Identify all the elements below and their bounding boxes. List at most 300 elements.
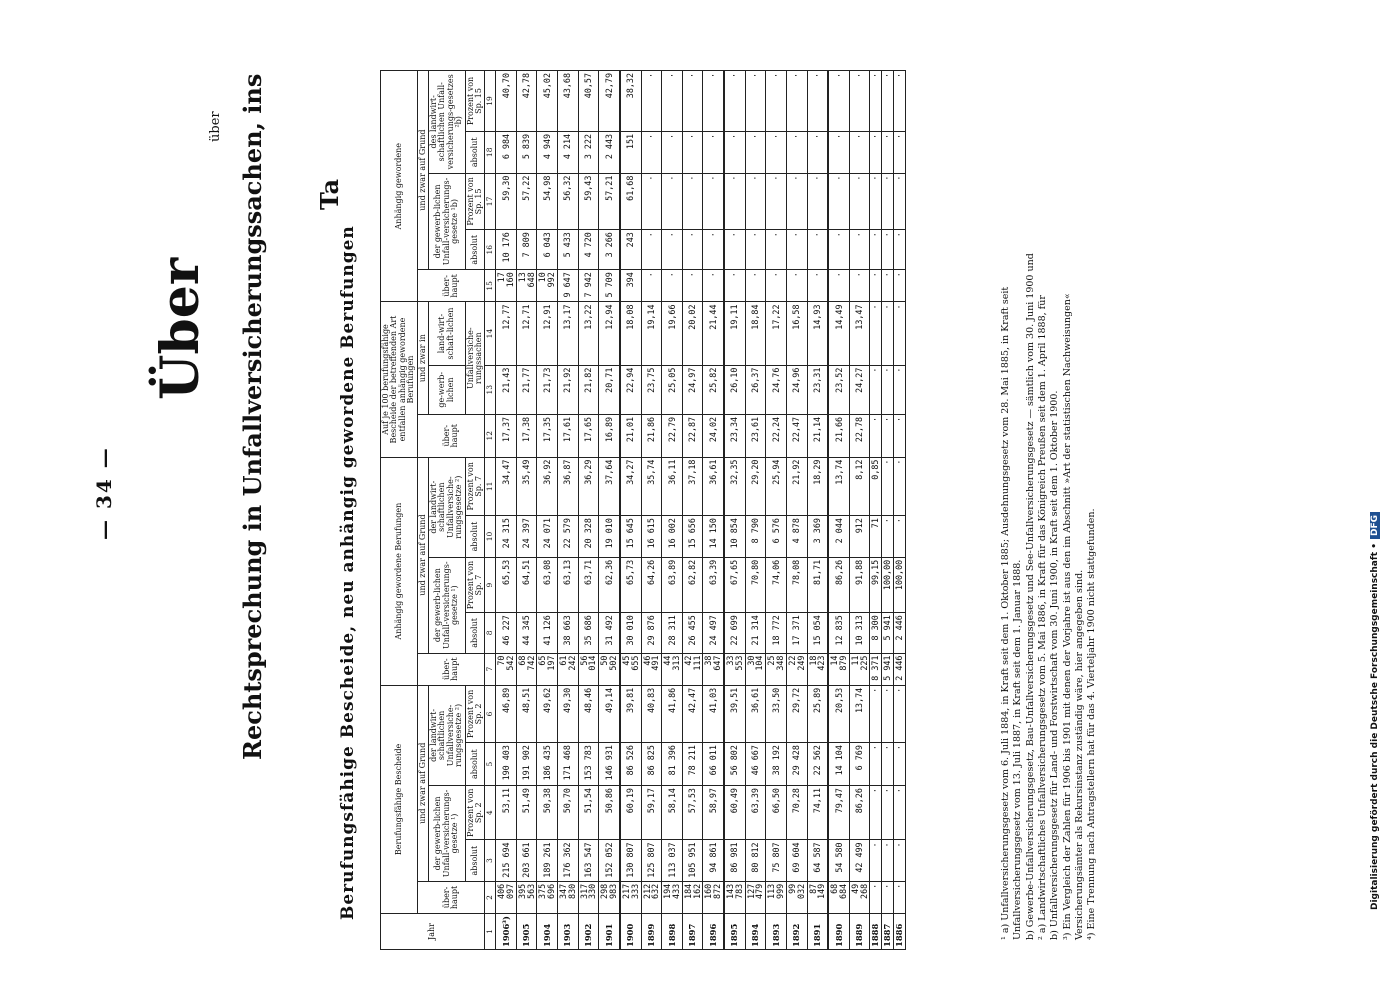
header-ueberhaupt: über-haupt — [417, 653, 485, 685]
table-cell: 191 902 — [516, 743, 537, 786]
column-number: 10 — [485, 516, 496, 558]
table-cell: 68 742 — [516, 653, 537, 685]
table-cell: 46 491 — [641, 653, 662, 685]
table-cell: 17,37 — [496, 414, 517, 457]
table-cell: · — [882, 414, 894, 457]
table-cell: · — [703, 131, 724, 173]
header-landw: der landwirt-schaftlichen Unfallversiche-rungsgesetze ²) — [428, 457, 465, 557]
table-cell: 28 311 — [662, 613, 683, 653]
table-cell: 49,62 — [537, 685, 558, 742]
table-cell: · — [894, 457, 906, 516]
table-cell: 12,77 — [496, 302, 517, 365]
table-cell: 16,89 — [599, 414, 620, 457]
table-cell: 50,38 — [537, 786, 558, 840]
table-cell: · — [662, 71, 683, 132]
table-cell: 23,61 — [745, 414, 766, 457]
column-number: 17 — [485, 173, 496, 230]
table-cell: 71 — [870, 516, 882, 558]
table-cell: 912 — [849, 516, 870, 558]
table-cell: 127 479 — [745, 881, 766, 913]
table-cell: · — [894, 881, 906, 913]
table-row — [662, 71, 683, 950]
header-landw: der landwirt-schaftlichen Unfallversiche-rungsgesetze ²) — [428, 685, 465, 785]
table-cell: 171 468 — [558, 743, 579, 786]
table-cell: 212 632 — [641, 881, 662, 913]
table-cell: 5 941 — [882, 653, 894, 685]
table-cell: 36,87 — [558, 457, 579, 516]
table-cell: · — [662, 173, 683, 230]
table-cell: 26,10 — [724, 365, 745, 414]
column-number: 11 — [485, 457, 496, 516]
table-cell: 66,50 — [766, 786, 787, 840]
table-cell: · — [682, 173, 703, 230]
table-cell: · — [882, 685, 894, 742]
footnote-line: b) Unfallversicherungsgesetz für Land- und Forstwirtschaft vom 30. Juni 1900, in Kraft seit dem 1. Oktober 1900. — [1049, 390, 1061, 940]
table-cell: 48,46 — [578, 685, 599, 742]
table-cell: 10 854 — [724, 516, 745, 558]
table-cell: 41 126 — [537, 613, 558, 653]
table-cell: 99,15 — [870, 557, 882, 612]
table-cell: · — [682, 71, 703, 132]
table-cell: 13 648 — [516, 270, 537, 302]
table-cell: · — [882, 457, 894, 516]
table-cell: 49,30 — [558, 685, 579, 742]
table-cell: 42 499 — [849, 840, 870, 881]
table-cell: · — [682, 270, 703, 302]
header-absolut: absolut — [465, 230, 485, 270]
table-cell: · — [894, 173, 906, 230]
table-cell: 30 104 — [745, 653, 766, 685]
table-cell: · — [703, 71, 724, 132]
table-cell: 13,74 — [828, 457, 849, 516]
table-cell: 70,80 — [745, 557, 766, 612]
table-row — [828, 71, 849, 950]
table-cell: · — [682, 230, 703, 270]
footnotes — [1000, 60, 1099, 940]
table-cell: 63,89 — [662, 557, 683, 612]
table-cell: 61 242 — [558, 653, 579, 685]
table-row — [786, 71, 807, 950]
table-cell: · — [724, 230, 745, 270]
table-cell: 63,08 — [537, 557, 558, 612]
table-cell: · — [745, 270, 766, 302]
table-cell: · — [766, 230, 787, 270]
table-cell: 24 397 — [516, 516, 537, 558]
table-cell: 2 446 — [894, 613, 906, 653]
table-cell: 130 807 — [620, 840, 641, 881]
table-cell: 12 835 — [828, 613, 849, 653]
table-cell: 0,85 — [870, 457, 882, 516]
header-pct7: Prozent von Sp. 7 — [465, 557, 485, 612]
table-cell: 57,22 — [516, 173, 537, 230]
table-cell: 40,70 — [496, 71, 517, 132]
table-cell: 5 709 — [599, 270, 620, 302]
table-cell: 45,02 — [537, 71, 558, 132]
table-cell: 24,02 — [703, 414, 724, 457]
table-cell: · — [724, 270, 745, 302]
table-cell: 14,93 — [807, 302, 828, 365]
table-cell: 25,94 — [766, 457, 787, 516]
header-pct15: Prozent von Sp. 15 — [465, 173, 485, 230]
table-cell: 8 371 — [870, 653, 882, 685]
table-cell: 6 984 — [496, 131, 517, 173]
table-cell: 63,39 — [703, 557, 724, 612]
header-year: Jahr — [381, 914, 485, 950]
table-cell: 31 492 — [599, 613, 620, 653]
header-ueberhaupt: über-haupt — [417, 270, 485, 302]
table-cell: 23,75 — [641, 365, 662, 414]
table-cell: · — [828, 71, 849, 132]
table-cell: 57,53 — [682, 786, 703, 840]
table-cell: 6 043 — [537, 230, 558, 270]
header-absolut: absolut — [465, 840, 485, 881]
table-cell: · — [828, 270, 849, 302]
table-cell: 60,19 — [620, 786, 641, 840]
table-cell: 22,24 — [766, 414, 787, 457]
table-cell: 50,86 — [599, 786, 620, 840]
column-number: 8 — [485, 613, 496, 653]
table-cell: 2 044 — [828, 516, 849, 558]
main-title: Über — [150, 257, 211, 400]
table-cell: 14 150 — [703, 516, 724, 558]
table-cell: 20,53 — [828, 685, 849, 742]
table-cell: · — [894, 516, 906, 558]
header-pct2: Prozent von Sp. 2 — [465, 786, 485, 840]
table-cell: 10 313 — [849, 613, 870, 653]
table-cell: · — [870, 743, 882, 786]
table-cell: 23,31 — [807, 365, 828, 414]
table-cell: 10 992 — [537, 270, 558, 302]
table-cell: 100,00 — [882, 557, 894, 612]
header-undzwarin: und zwar in — [417, 302, 428, 414]
table-cell: 46 227 — [496, 613, 517, 653]
table-cell: 86,26 — [849, 786, 870, 840]
column-number: 16 — [485, 230, 496, 270]
table-cell: 23,34 — [724, 414, 745, 457]
table-cell: 375 696 — [537, 881, 558, 913]
table-cell: 59,30 — [496, 173, 517, 230]
table-cell: 100,00 — [894, 557, 906, 612]
table-cell: 4 720 — [578, 230, 599, 270]
table-cell: 87 149 — [807, 881, 828, 913]
table-cell: 20,02 — [682, 302, 703, 365]
table-cell: 18 423 — [807, 653, 828, 685]
table-cell: 40,83 — [641, 685, 662, 742]
table-cell: 17,35 — [537, 414, 558, 457]
table-cell: 38 663 — [558, 613, 579, 653]
table-row — [766, 71, 787, 950]
table-cell: 50 502 — [599, 653, 620, 685]
table-cell: 125 807 — [641, 840, 662, 881]
header-absolut: absolut — [465, 743, 485, 786]
table-cell: 36,61 — [745, 685, 766, 742]
table-cell: 44 313 — [662, 653, 683, 685]
table-cell: · — [766, 173, 787, 230]
column-number: 13 — [485, 365, 496, 414]
table-cell: 68 684 — [828, 881, 849, 913]
table-cell: · — [641, 131, 662, 173]
table-cell: 86,26 — [828, 557, 849, 612]
column-number: 4 — [485, 786, 496, 840]
table-cell: 41,03 — [703, 685, 724, 742]
table-cell: 14,49 — [828, 302, 849, 365]
table-cell: 69 604 — [786, 840, 807, 881]
header-group-bescheide: Berufungsfähige Bescheide — [381, 685, 418, 913]
table-cell: 17,61 — [558, 414, 579, 457]
table-cell: · — [882, 71, 894, 132]
table-cell: · — [662, 230, 683, 270]
table-cell: · — [870, 71, 882, 132]
table-cell: 80 812 — [745, 840, 766, 881]
table-cell: 36,92 — [537, 457, 558, 516]
table-cell: 21,66 — [828, 414, 849, 457]
header-pct15: Prozent von Sp. 15 — [465, 71, 485, 132]
table-cell: · — [807, 131, 828, 173]
year-cell: 1904 — [537, 914, 558, 950]
table-cell: 395 563 — [516, 881, 537, 913]
table-cell: 16,58 — [786, 302, 807, 365]
column-number: 15 — [485, 270, 496, 302]
header-absolut: absolut — [465, 516, 485, 558]
table-cell: 79,47 — [828, 786, 849, 840]
year-cell: 1900 — [620, 914, 641, 950]
table-cell: 15 645 — [620, 516, 641, 558]
table-cell: · — [786, 270, 807, 302]
table-cell: · — [807, 71, 828, 132]
table-cell: 17 160 — [496, 270, 517, 302]
table-cell: 22,78 — [849, 414, 870, 457]
column-number: 5 — [485, 743, 496, 786]
table-cell: 16 615 — [641, 516, 662, 558]
table-cell: 151 — [620, 131, 641, 173]
table-cell: 81,71 — [807, 557, 828, 612]
year-cell: 1897 — [682, 914, 703, 950]
table-cell: 37,18 — [682, 457, 703, 516]
table-cell: 34,27 — [620, 457, 641, 516]
header-landw4: des landwirt-schaftlichen Unfall-versicherungs-gesetzes ²b) — [428, 71, 465, 174]
table-cell: 41,86 — [662, 685, 683, 742]
table-cell: · — [724, 131, 745, 173]
table-row — [578, 71, 599, 950]
table-cell: 176 362 — [558, 840, 579, 881]
table-cell: 35,49 — [516, 457, 537, 516]
year-cell: 1905 — [516, 914, 537, 950]
table-cell: · — [828, 173, 849, 230]
table-cell: 66 011 — [703, 743, 724, 786]
dfg-credit-text: Digitalisierung gefördert durch die Deutsche Forschungsgemeinschaft • — [1370, 543, 1380, 910]
table-cell: 203 661 — [516, 840, 537, 881]
table-cell: 17,22 — [766, 302, 787, 365]
header-pct7: Prozent von Sp. 7 — [465, 457, 485, 516]
table-cell: 146 931 — [599, 743, 620, 786]
table-cell: 243 — [620, 230, 641, 270]
table-row — [870, 71, 882, 950]
table-cell: 8 300 — [870, 613, 882, 653]
table-cell: 12,91 — [537, 302, 558, 365]
column-number: 6 — [485, 685, 496, 742]
table-cell: 62,36 — [599, 557, 620, 612]
table-cell: 70,28 — [786, 786, 807, 840]
header-pct2: Prozent von Sp. 2 — [465, 685, 485, 742]
table-row — [703, 71, 724, 950]
table-cell: 22 699 — [724, 613, 745, 653]
column-number: 14 — [485, 302, 496, 365]
table-cell: 49,14 — [599, 685, 620, 742]
table-cell: 3 222 — [578, 131, 599, 173]
table-cell: 21,82 — [578, 365, 599, 414]
year-cell: 1887 — [882, 914, 894, 950]
year-cell: 1890 — [828, 914, 849, 950]
table-cell: · — [882, 516, 894, 558]
year-cell: 1886 — [894, 914, 906, 950]
table-cell: 12,71 — [516, 302, 537, 365]
table-cell: 2 446 — [894, 653, 906, 685]
table-cell: · — [703, 270, 724, 302]
table-cell: 29 876 — [641, 613, 662, 653]
table-cell: 67,65 — [724, 557, 745, 612]
table-cell: 24 071 — [537, 516, 558, 558]
table-cell: · — [807, 173, 828, 230]
table-cell: 24,97 — [682, 365, 703, 414]
table-cell: 74,06 — [766, 557, 787, 612]
year-cell: 1902 — [578, 914, 599, 950]
table-row — [620, 71, 641, 950]
year-cell: 1894 — [745, 914, 766, 950]
table-cell: 19,66 — [662, 302, 683, 365]
table-cell: 58,14 — [662, 786, 683, 840]
table-row — [807, 71, 828, 950]
table-cell: 16 002 — [662, 516, 683, 558]
table-cell: · — [882, 270, 894, 302]
header-group-anhaengig: Anhängig gewordene — [381, 71, 418, 302]
title-letter: Ta — [315, 178, 344, 210]
table-cell: · — [870, 881, 882, 913]
table-cell: 17 371 — [786, 613, 807, 653]
table-cell: 37,64 — [599, 457, 620, 516]
table-row — [682, 71, 703, 950]
table-cell: 4 949 — [537, 131, 558, 173]
table-cell: 18,29 — [807, 457, 828, 516]
table-cell: 86 526 — [620, 743, 641, 786]
table-cell: · — [662, 270, 683, 302]
table-cell: 86 981 — [724, 840, 745, 881]
table-cell: 54 580 — [828, 840, 849, 881]
table-cell: 23,52 — [828, 365, 849, 414]
table-cell: 4 214 — [558, 131, 579, 173]
year-cell: 1891 — [807, 914, 828, 950]
header-group-per-100: Auf je 100 berufungsfähige Bescheide der betreffenden Art entfallen anhängig gewordene Berufungen — [381, 302, 418, 457]
header-absolut: absolut — [465, 131, 485, 173]
table-cell: 6 769 — [849, 743, 870, 786]
table-cell: 18 772 — [766, 613, 787, 653]
year-cell: 1899 — [641, 914, 662, 950]
table-cell: · — [894, 302, 906, 365]
table-cell: 21,92 — [786, 457, 807, 516]
table-cell: 8,12 — [849, 457, 870, 516]
year-cell: 1888 — [870, 914, 882, 950]
table-cell: 21,14 — [807, 414, 828, 457]
table-cell: 36,29 — [578, 457, 599, 516]
year-cell: 1906³) — [496, 914, 517, 950]
table-cell: 15 054 — [807, 613, 828, 653]
table-cell: 38 647 — [703, 653, 724, 685]
header-undzwar: und zwar auf Grund — [417, 457, 428, 653]
table-cell: 25 348 — [766, 653, 787, 685]
table-cell: 14 104 — [828, 743, 849, 786]
dfg-credit — [1370, 512, 1380, 910]
column-number: 3 — [485, 840, 496, 881]
table-cell: · — [870, 840, 882, 881]
table-cell: 8 790 — [745, 516, 766, 558]
table-cell: 14 879 — [828, 653, 849, 685]
table-cell: · — [682, 131, 703, 173]
table-cell: 46,89 — [496, 685, 517, 742]
column-number: 18 — [485, 131, 496, 173]
year-cell: 1893 — [766, 914, 787, 950]
table-cell: · — [724, 71, 745, 132]
table-cell: 56 014 — [578, 653, 599, 685]
table-cell: 21,73 — [537, 365, 558, 414]
table-cell: · — [662, 131, 683, 173]
table-cell: · — [882, 131, 894, 173]
table-cell: 42,47 — [682, 685, 703, 742]
table-cell: 15 656 — [682, 516, 703, 558]
table-row — [882, 71, 894, 950]
table-cell: · — [807, 270, 828, 302]
year-cell: 1892 — [786, 914, 807, 950]
table-cell: · — [745, 71, 766, 132]
table-cell: 394 — [620, 270, 641, 302]
table-cell: 3 266 — [599, 230, 620, 270]
table-cell: 113 999 — [766, 881, 787, 913]
table-cell: 34,47 — [496, 457, 517, 516]
table-cell: 22,94 — [620, 365, 641, 414]
table-cell: 38,32 — [620, 71, 641, 132]
table-cell: 217 333 — [620, 881, 641, 913]
table-cell: · — [849, 173, 870, 230]
column-number-row — [485, 71, 496, 950]
table-cell: 78,08 — [786, 557, 807, 612]
table-cell: 25,82 — [703, 365, 724, 414]
table-cell: 38 192 — [766, 743, 787, 786]
table-cell: · — [786, 173, 807, 230]
header-gewerb3: ge-werb-lichen — [428, 365, 465, 414]
table-cell: 22 249 — [786, 653, 807, 685]
table-row — [558, 71, 579, 950]
table-cell: · — [641, 71, 662, 132]
footnote-line: ³) Ein Vergleich der Zahlen für 1906 bis 1901 mit denen der Vorjahre ist aus den im Abschnitt »Art der statistischen Nachweisungen« — [1061, 293, 1073, 940]
table-cell: · — [786, 230, 807, 270]
table-cell: · — [894, 230, 906, 270]
table-row — [724, 71, 745, 950]
table-cell: 40,57 — [578, 71, 599, 132]
table-cell: 2 443 — [599, 131, 620, 173]
table-cell: 99 032 — [786, 881, 807, 913]
column-number: 1 — [485, 914, 496, 950]
table-cell: 317 330 — [578, 881, 599, 913]
table-cell: 298 983 — [599, 881, 620, 913]
table-cell: 81 396 — [662, 743, 683, 786]
table-cell: 43,68 — [558, 71, 579, 132]
table-cell: 63,71 — [578, 557, 599, 612]
table-cell: 91,88 — [849, 557, 870, 612]
table-cell: · — [766, 270, 787, 302]
table-cell: 64,26 — [641, 557, 662, 612]
table-cell: 22 562 — [807, 743, 828, 786]
table-cell: 9 647 — [558, 270, 579, 302]
header-ueberhaupt: über-haupt — [417, 414, 485, 457]
table-cell: 56,32 — [558, 173, 579, 230]
